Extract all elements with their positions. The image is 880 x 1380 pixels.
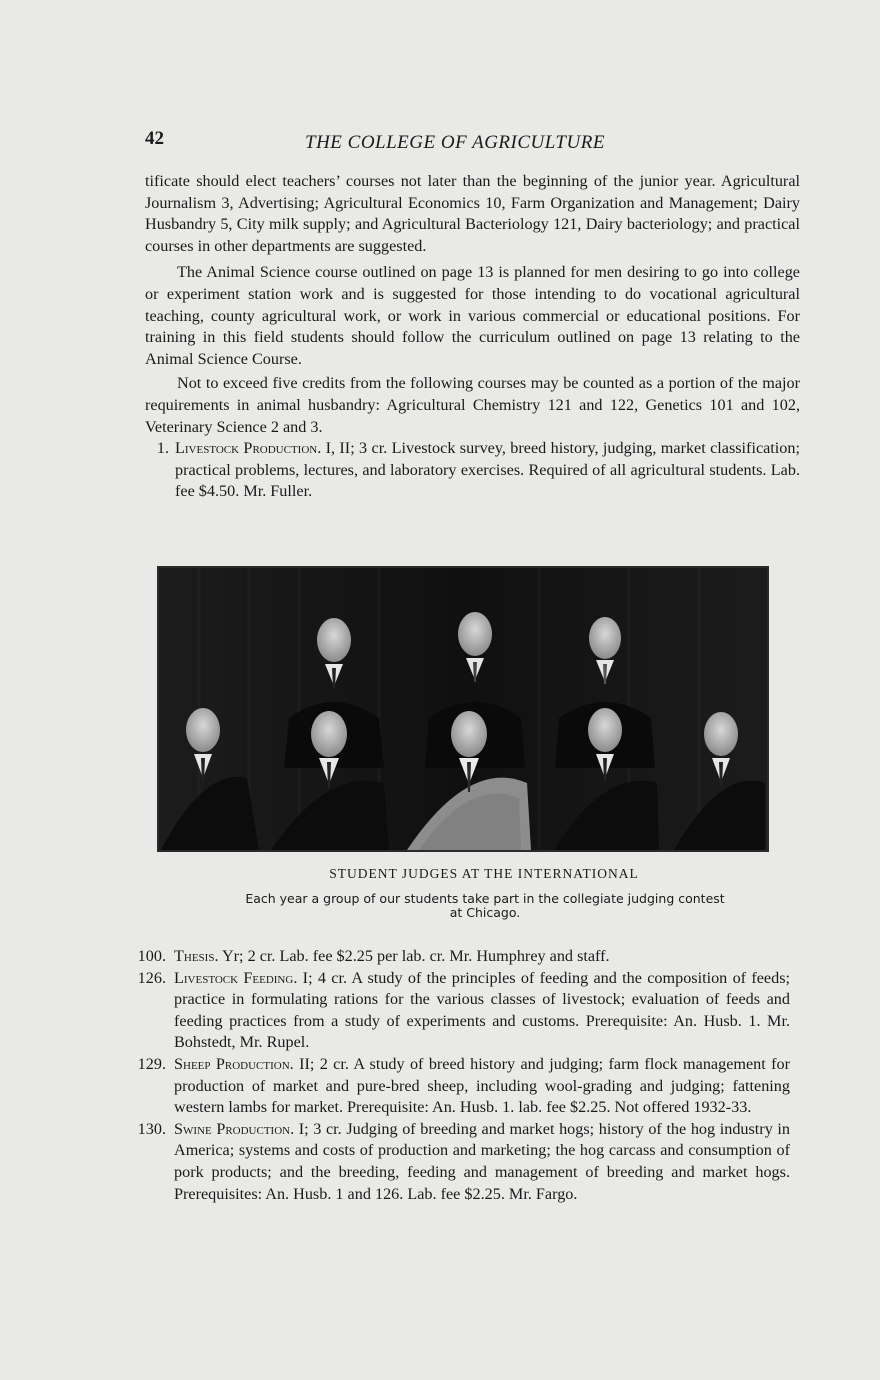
course-number: 130.	[137, 1119, 166, 1138]
caption-line: Each year a group of our students take part in the collegiate judging contest	[245, 891, 725, 906]
course-number: 129.	[137, 1054, 166, 1073]
course-entry-130	[137, 1119, 790, 1205]
photo-caption-title: STUDENT JUDGES AT THE INTERNATIONAL	[329, 866, 639, 881]
course-title: Thesis.	[174, 947, 219, 965]
page-number: 42	[145, 128, 164, 149]
group-photo	[157, 566, 769, 852]
group-photo-illustration	[159, 568, 767, 850]
course-title: Livestock Production.	[175, 439, 322, 458]
course-description: II; 2 cr. A study of breed history and judging; farm flock management for production of market and pure-bred sheep, including wool-grading and judging; fattening western lambs for market. Prerequisite: An. Husb. 1. lab. fee $2.25. Not offered 1932-33.	[174, 1054, 790, 1117]
course-entry-1	[145, 438, 800, 503]
course-description: I; 3 cr. Judging of breeding and market hogs; history of the hog industry in America; systems and costs of production and marketing; the hog carcass and consumption of pork products; and the breeding, feeding and management of breeding and market hogs. Prerequisites: An. Husb. 1 and 126. Lab. fee $2.25. Mr. Fargo.	[174, 1119, 790, 1203]
running-title: THE COLLEGE OF AGRICULTURE	[305, 132, 605, 153]
course-entry-126	[137, 968, 790, 1054]
course-title: Swine Production.	[174, 1119, 295, 1138]
course-entry-129	[137, 1054, 790, 1119]
course-number: 100.	[137, 947, 166, 965]
paragraph-continued: tificate should elect teachers’ courses not later than the beginning of the junior year. Agricultural Journalism 3, Advertising; Agricultural Economics 10, Farm Organization and Management; Dairy Husbandry 5, City milk supply; and Agricultural Bacteriology 121, Dairy bacteriology; and practical courses in other departments are suggested.	[145, 172, 800, 255]
photo-caption-text	[200, 892, 770, 920]
course-title: Sheep Production.	[174, 1054, 294, 1073]
course-number: 1.	[156, 439, 169, 458]
course-entry-100	[137, 946, 790, 968]
paragraph-animal-science: The Animal Science course outlined on page 13 is planned for men desiring to go into college or experiment station work and is suggested for those intending to do vocational agricultural teaching, county agricultural work, or work in various commercial or educational positions. For training in this field students should follow the curriculum outlined on page 13 relating to the Animal Science Course.	[145, 263, 800, 368]
course-description: I, II; 3 cr. Livestock survey, breed history, judging, market classification; practical problems, lectures, and laboratory exercises. Required of all agricultural students. Lab. fee $4.50. Mr. Fuller.	[175, 439, 800, 501]
body-text-top	[145, 171, 800, 503]
course-list	[137, 946, 790, 1205]
course-number: 126.	[137, 968, 166, 987]
course-title: Livestock Feeding.	[174, 968, 298, 987]
paragraph-major-credits: Not to exceed five credits from the following courses may be counted as a portion of the major requirements in animal husbandry: Agricultural Chemistry 121 and 122, Genetics 101 and 102, Veterinary Science 2 and 3.	[145, 374, 800, 436]
course-description: Yr; 2 cr. Lab. fee $2.25 per lab. cr. Mr. Humphrey and staff.	[218, 947, 610, 965]
page-header	[145, 128, 785, 158]
caption-line: at Chicago.	[449, 905, 521, 920]
course-description: I; 4 cr. A study of the principles of feeding and the composition of feeds; practice in formulating rations for the various classes of livestock; evaluation of feeds and feeding practices from a study of experiments and customs. Prerequisite: An. Husb. 1. Mr. Bohstedt, Mr. Rupel.	[174, 968, 790, 1052]
